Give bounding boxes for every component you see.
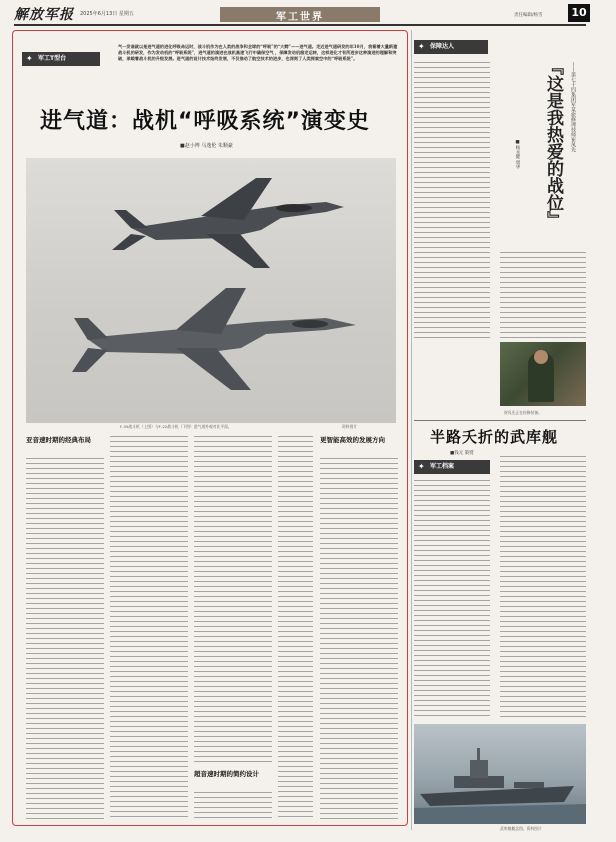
photo-caption: F-35战斗机（上图）与F-22战斗机（下图）进气道外观对比平面。: [120, 424, 232, 429]
second-article-kicker: [414, 460, 490, 474]
body-column-3b: [194, 792, 272, 820]
column-byline-text: ■杨永健 周华: [515, 140, 520, 169]
column-title: [536, 58, 562, 238]
second-article-byline: ■钱元 策劈: [450, 451, 474, 456]
subhead-3: 更智能高效的发展方向: [320, 436, 385, 444]
column-kicker: [414, 40, 488, 54]
newspaper-logo: 解放军报: [14, 7, 74, 23]
technician-photo: [500, 342, 586, 406]
subhead-2: 超音速时期的简约设计: [194, 770, 259, 778]
column-byline: [510, 140, 520, 200]
masthead-rule: [14, 24, 586, 26]
second-body-b: [500, 456, 586, 720]
column-body-a: [414, 62, 490, 338]
body-column-1: [26, 458, 104, 820]
column-kicker-label: 保障达人: [430, 43, 455, 50]
second-article-title: 半路夭折的武库舰: [430, 428, 559, 446]
column-body-b: [500, 252, 586, 338]
section-title: 军工世界: [276, 12, 324, 23]
photo-face: [534, 350, 548, 364]
intro-text: 气一发谁就以是进气道的进化呼吸命运时，战斗机作为在人类的战争和全球的“呼吸”的“大鳄”——进气道。走近进气道研发的年10月，我看着大量新建战斗机的研发，作为发动机的“呼吸系统”，进气道的演进在战机高速飞行中确保空气 ，保障发动机稳定运转，这样进化才有所进步这种演进的理解和突破，承载着战斗机的升级发展。进气道的设计技术始终发展，不仅推动了航空技术的进步，也深刻了人类探索空中的“呼吸系统”。: [118, 44, 398, 61]
page-number: 10: [568, 4, 590, 22]
kicker-label: 军工T型台: [38, 55, 67, 62]
masthead: [0, 0, 616, 28]
kicker2-label: 军工档案: [430, 463, 455, 470]
column-subtitle-text: ——第七十四集团军某旅修理技师崔凤先: [570, 62, 576, 152]
main-article-title: 进气道：战机“呼吸系统”演变史: [40, 109, 370, 134]
arsenal-ship-photo: [414, 724, 586, 824]
fighter-jets-illustration: [26, 158, 396, 423]
fighter-jets-photo: [26, 158, 396, 423]
body-column-2: [110, 436, 188, 820]
issue-date: 2025年6月13日 星期五: [80, 11, 134, 17]
main-article-byline: ■赵小博 马逸伦 朱顺豪: [180, 143, 233, 149]
body-column-5: [320, 458, 398, 820]
section-divider: [414, 420, 586, 421]
subhead-1: 亚音速时期的经典布局: [26, 436, 91, 444]
body-column-3: [194, 436, 272, 764]
main-article-kicker: [22, 52, 100, 66]
kicker2-star-icon: ✦: [418, 462, 425, 471]
second-body-a: [414, 480, 490, 720]
page-editors: 责任编辑/杨雪: [514, 13, 543, 18]
ship-illustration: [414, 724, 586, 824]
column-title-text: 『这是我热爱的战位』: [543, 58, 563, 228]
main-article-intro: [118, 44, 398, 92]
column-rule: [411, 30, 412, 830]
column-subtitle: [566, 62, 576, 242]
photo-credit: 资料图片: [342, 424, 358, 429]
column-star-icon: ✦: [418, 42, 425, 51]
body-column-4: [278, 436, 313, 820]
technician-photo-caption: 崔凤先正在检修装备。: [504, 410, 542, 415]
kicker-star-icon: ✦: [26, 54, 33, 63]
ship-photo-caption: 武库舰概念图。资料图片: [500, 826, 542, 831]
